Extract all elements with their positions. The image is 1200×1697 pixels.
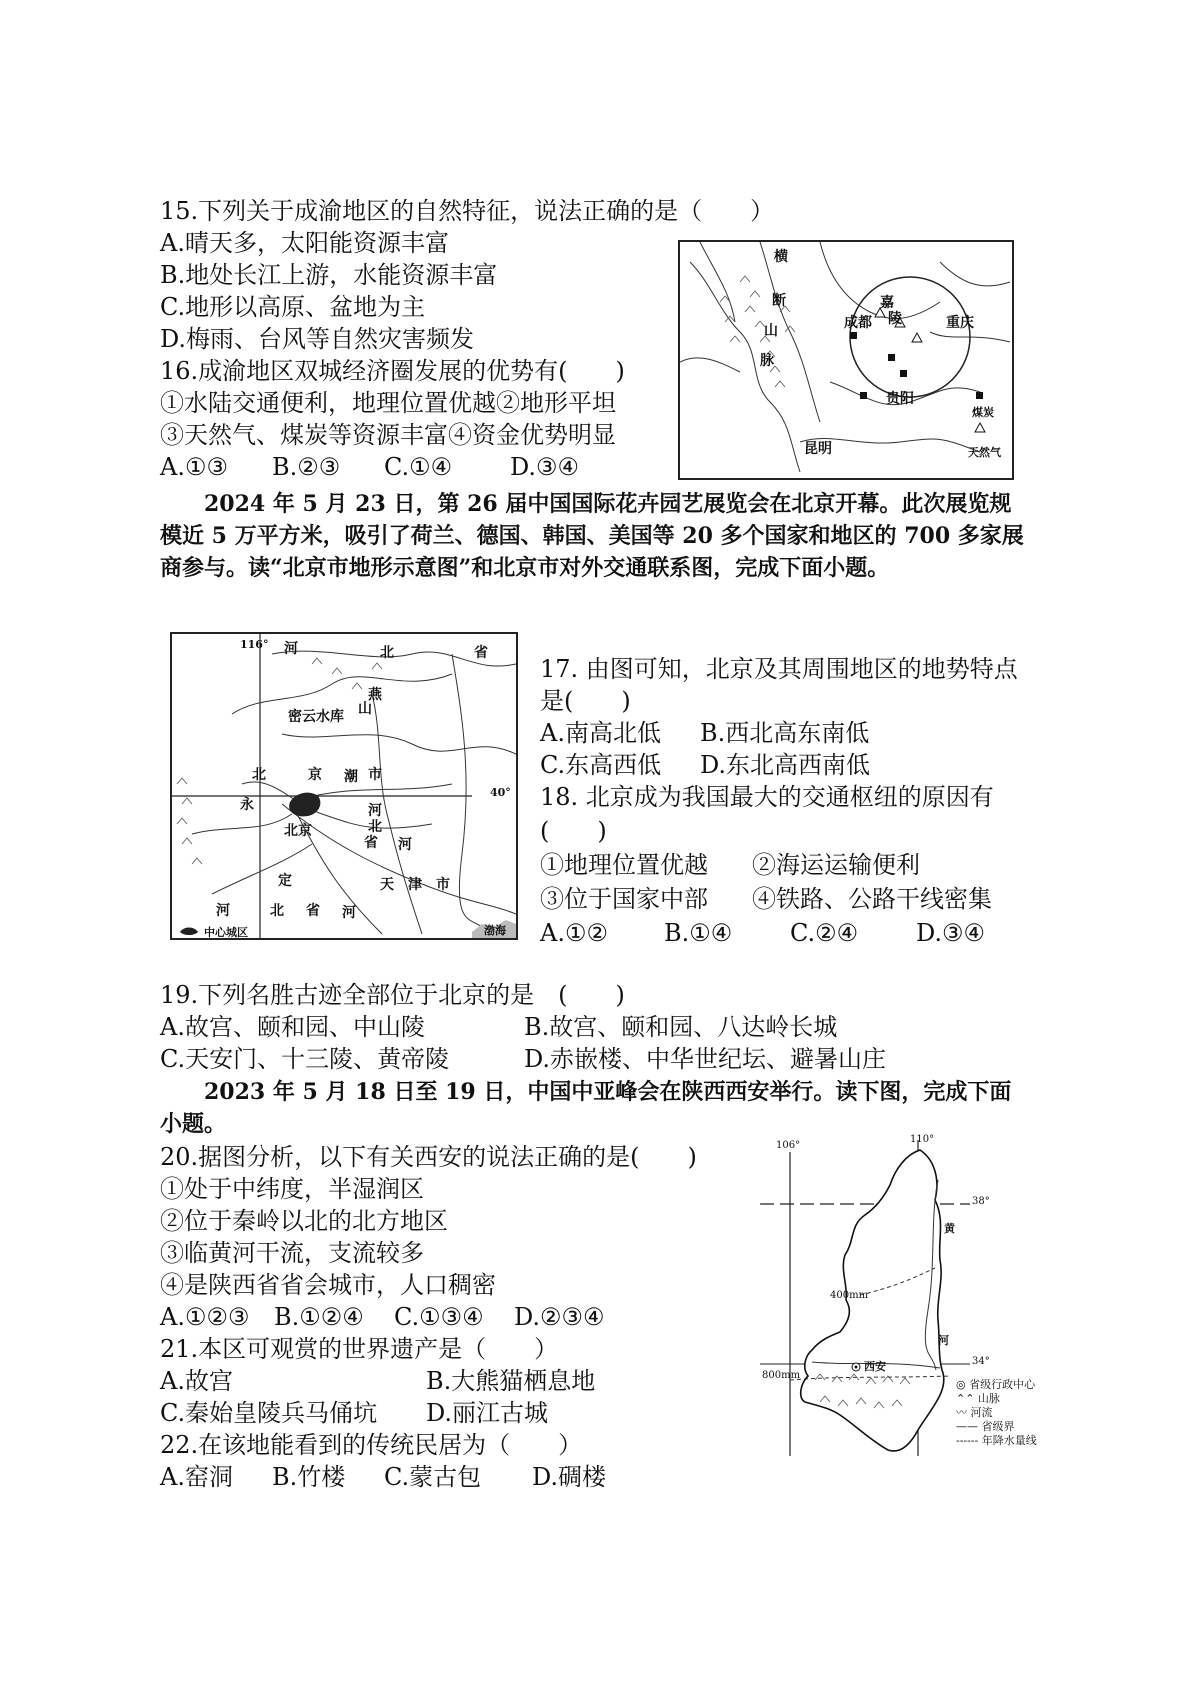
passage-xian-summit: 2023 年 5 月 18 日至 19 日，中国中亚峰会在陕西西安举行。读下图，完成下面小题。 (160, 1079, 1012, 1137)
label-bei4: 北 (270, 903, 284, 919)
label-bei1: 北 (380, 645, 394, 661)
label-yan: 燕 (368, 687, 382, 703)
label-beijing: 北京 (284, 823, 312, 839)
label-heng: 横 (774, 249, 788, 265)
label-he: 河 (938, 1334, 949, 1347)
label-huang: 黄 (944, 1222, 955, 1235)
label-40: 40° (490, 786, 511, 799)
q20-stem: 20.据图分析，以下有关西安的说法正确的是( ) (160, 1143, 697, 1171)
label-34: 34° (972, 1356, 990, 1367)
q22-stem: 22.在该地能看到的传统民居为（ ） (160, 1431, 583, 1459)
q17-option-d: D.东北高西南低 (700, 751, 871, 779)
label-miyun: 密云水库 (288, 709, 344, 725)
beijing-map-drawing (172, 634, 516, 938)
q22-option-c: C.蒙古包 (384, 1463, 482, 1491)
label-bohai: 渤海 (484, 924, 506, 937)
q17-option-b: B.西北高东南低 (700, 719, 870, 747)
q21-option-b: B.大熊猫栖息地 (426, 1367, 596, 1395)
q15-option-a: A.晴天多，太阳能资源丰富 (160, 229, 449, 257)
q16-option-d: D.③④ (510, 453, 580, 481)
q18-choice-3: ③位于国家中部 (540, 885, 708, 913)
label-he1: 河 (284, 641, 298, 657)
label-jia: 嘉 (880, 295, 894, 311)
label-sheng4: 省 (306, 903, 320, 919)
legend-gas: 天然气 (968, 446, 1001, 459)
label-guiyang: 贵阳 (886, 391, 914, 407)
label-xian: 西安 (864, 1360, 886, 1373)
label-800mm: 800mm (762, 1370, 801, 1381)
q19-option-c: C.天安门、十三陵、黄帝陵 (160, 1045, 450, 1073)
q21-option-a: A.故宫 (160, 1367, 233, 1395)
q20-choice-1: ①处于中纬度，半湿润区 (160, 1175, 424, 1203)
q18-option-a: A.①② (540, 919, 608, 947)
q20-choice-3: ③临黄河干流，支流较多 (160, 1239, 424, 1267)
q18-stem: 18. 北京成为我国最大的交通枢纽的原因有 (540, 783, 994, 811)
q21-option-c: C.秦始皇陵兵马俑坑 (160, 1399, 378, 1427)
q18-option-b: B.①④ (664, 919, 733, 947)
q16-option-c: C.①④ (384, 453, 453, 481)
label-bei2: 北 (252, 767, 266, 783)
label-400mm: 400mm (830, 1290, 869, 1301)
q19-option-b: B.故宫、颐和园、八达岭长城 (524, 1013, 838, 1041)
label-jing: 京 (308, 767, 322, 783)
legend-coal: 煤炭 (972, 406, 994, 419)
q15-option-b: B.地处长江上游，水能资源丰富 (160, 261, 498, 289)
label-110: 110° (910, 1134, 935, 1145)
q17-stem-cont: 是( ) (540, 687, 631, 715)
label-shi: 市 (368, 767, 382, 783)
q21-option-d: D.丽江古城 (426, 1399, 549, 1427)
label-chao: 潮 (344, 769, 358, 785)
label-he4: 河 (216, 903, 230, 919)
label-shan-beijing: 山 (358, 701, 372, 717)
label-chengdu: 成都 (844, 315, 872, 331)
q16-option-b: B.②③ (272, 453, 341, 481)
q19-option-d: D.赤嵌楼、中华世纪坛、避暑山庄 (524, 1045, 887, 1073)
q18-option-d: D.③④ (916, 919, 986, 947)
label-tianjin: 天 津 市 (380, 877, 450, 893)
label-he3: 河 (398, 837, 412, 853)
label-duan: 断 (772, 293, 786, 309)
label-chongqing: 重庆 (946, 315, 974, 331)
q18-option-c: C.②④ (790, 919, 859, 947)
legend-river: 〰 河流 (956, 1406, 993, 1419)
legend-boundary: —— 省级界 (956, 1420, 1015, 1433)
q18-stem-cont: ( ) (540, 817, 607, 845)
legend-mountain: ⌃⌃ 山脉 (956, 1392, 1000, 1405)
q15-option-d: D.梅雨、台风等自然灾害频发 (160, 325, 475, 353)
label-106: 106° (776, 1140, 801, 1151)
q18-choice-4: ④铁路、公路干线密集 (752, 885, 992, 913)
q22-option-a: A.窑洞 (160, 1463, 233, 1491)
q17-stem: 17. 由图可知，北京及其周围地区的地势特点 (540, 655, 1018, 683)
q18-choice-2: ②海运运输便利 (752, 851, 920, 879)
shaanxi-map-drawing (760, 1140, 1080, 1456)
q19-stem: 19.下列名胜古迹全部位于北京的是 ( ) (160, 981, 625, 1009)
label-kunming: 昆明 (804, 441, 832, 457)
q20-choice-4: ④是陕西省省会城市，人口稠密 (160, 1271, 496, 1299)
label-sheng1: 省 (474, 645, 488, 661)
q22-option-b: B.竹楼 (272, 1463, 346, 1491)
chengyu-map (678, 240, 1014, 480)
q16-line1: ①水陆交通便利，地理位置优越②地形平坦 (160, 389, 616, 417)
beijing-map (170, 632, 518, 940)
legend-isohyet: ------ 年降水量线 (956, 1434, 1037, 1447)
q20-option-c: C.①③④ (394, 1303, 484, 1331)
legend-center-city: 中心城区 (204, 926, 248, 939)
q16-option-a: A.①③ (160, 453, 228, 481)
chengyu-map-drawing (680, 242, 1012, 478)
q20-option-b: B.①②④ (274, 1303, 364, 1331)
shaanxi-map (760, 1134, 1080, 1456)
q22-option-d: D.碉楼 (532, 1463, 607, 1491)
label-ding: 定 (278, 873, 292, 889)
label-bei3: 北 (368, 819, 382, 835)
q19-option-a: A.故宫、颐和园、中山陵 (160, 1013, 425, 1041)
q15-option-c: C.地形以高原、盆地为主 (160, 293, 426, 321)
q18-choice-1: ①地理位置优越 (540, 851, 708, 879)
legend-capital: ◎ 省级行政中心 (956, 1378, 1036, 1391)
q16-line2: ③天然气、煤炭等资源丰富④资金优势明显 (160, 421, 616, 449)
q17-option-c: C.东高西低 (540, 751, 662, 779)
label-yong: 永 (240, 797, 254, 813)
q20-option-d: D.②③④ (514, 1303, 605, 1331)
label-ling: 陵 (888, 311, 902, 327)
label-38: 38° (972, 1196, 990, 1207)
label-shan: 山 (764, 323, 778, 339)
q16-stem: 16.成渝地区双城经济圈发展的优势有( ) (160, 357, 625, 385)
label-116: 116° (240, 638, 269, 651)
q20-choice-2: ②位于秦岭以北的北方地区 (160, 1207, 448, 1235)
passage-beijing-expo: 2024 年 5 月 23 日，第 26 届中国国际花卉园艺展览会在北京开幕。此次展览规模近 5 万平方米，吸引了荷兰、德国、韩国、美国等 20 多个国家和地区的 700 多家展商参与。读“北京市地形示意图”和北京市对外交通联系图，完成下面小题。 (160, 491, 1024, 581)
label-he2: 河 (368, 803, 382, 819)
label-mai: 脉 (760, 353, 774, 369)
label-he5: 河 (342, 905, 356, 921)
q15-stem: 15.下列关于成渝地区的自然特征，说法正确的是（ ） (160, 197, 775, 225)
q17-option-a: A.南高北低 (540, 719, 661, 747)
q21-stem: 21.本区可观赏的世界遗产是（ ） (160, 1335, 559, 1363)
label-sheng2: 省 (364, 835, 378, 851)
q20-option-a: A.①②③ (160, 1303, 250, 1331)
